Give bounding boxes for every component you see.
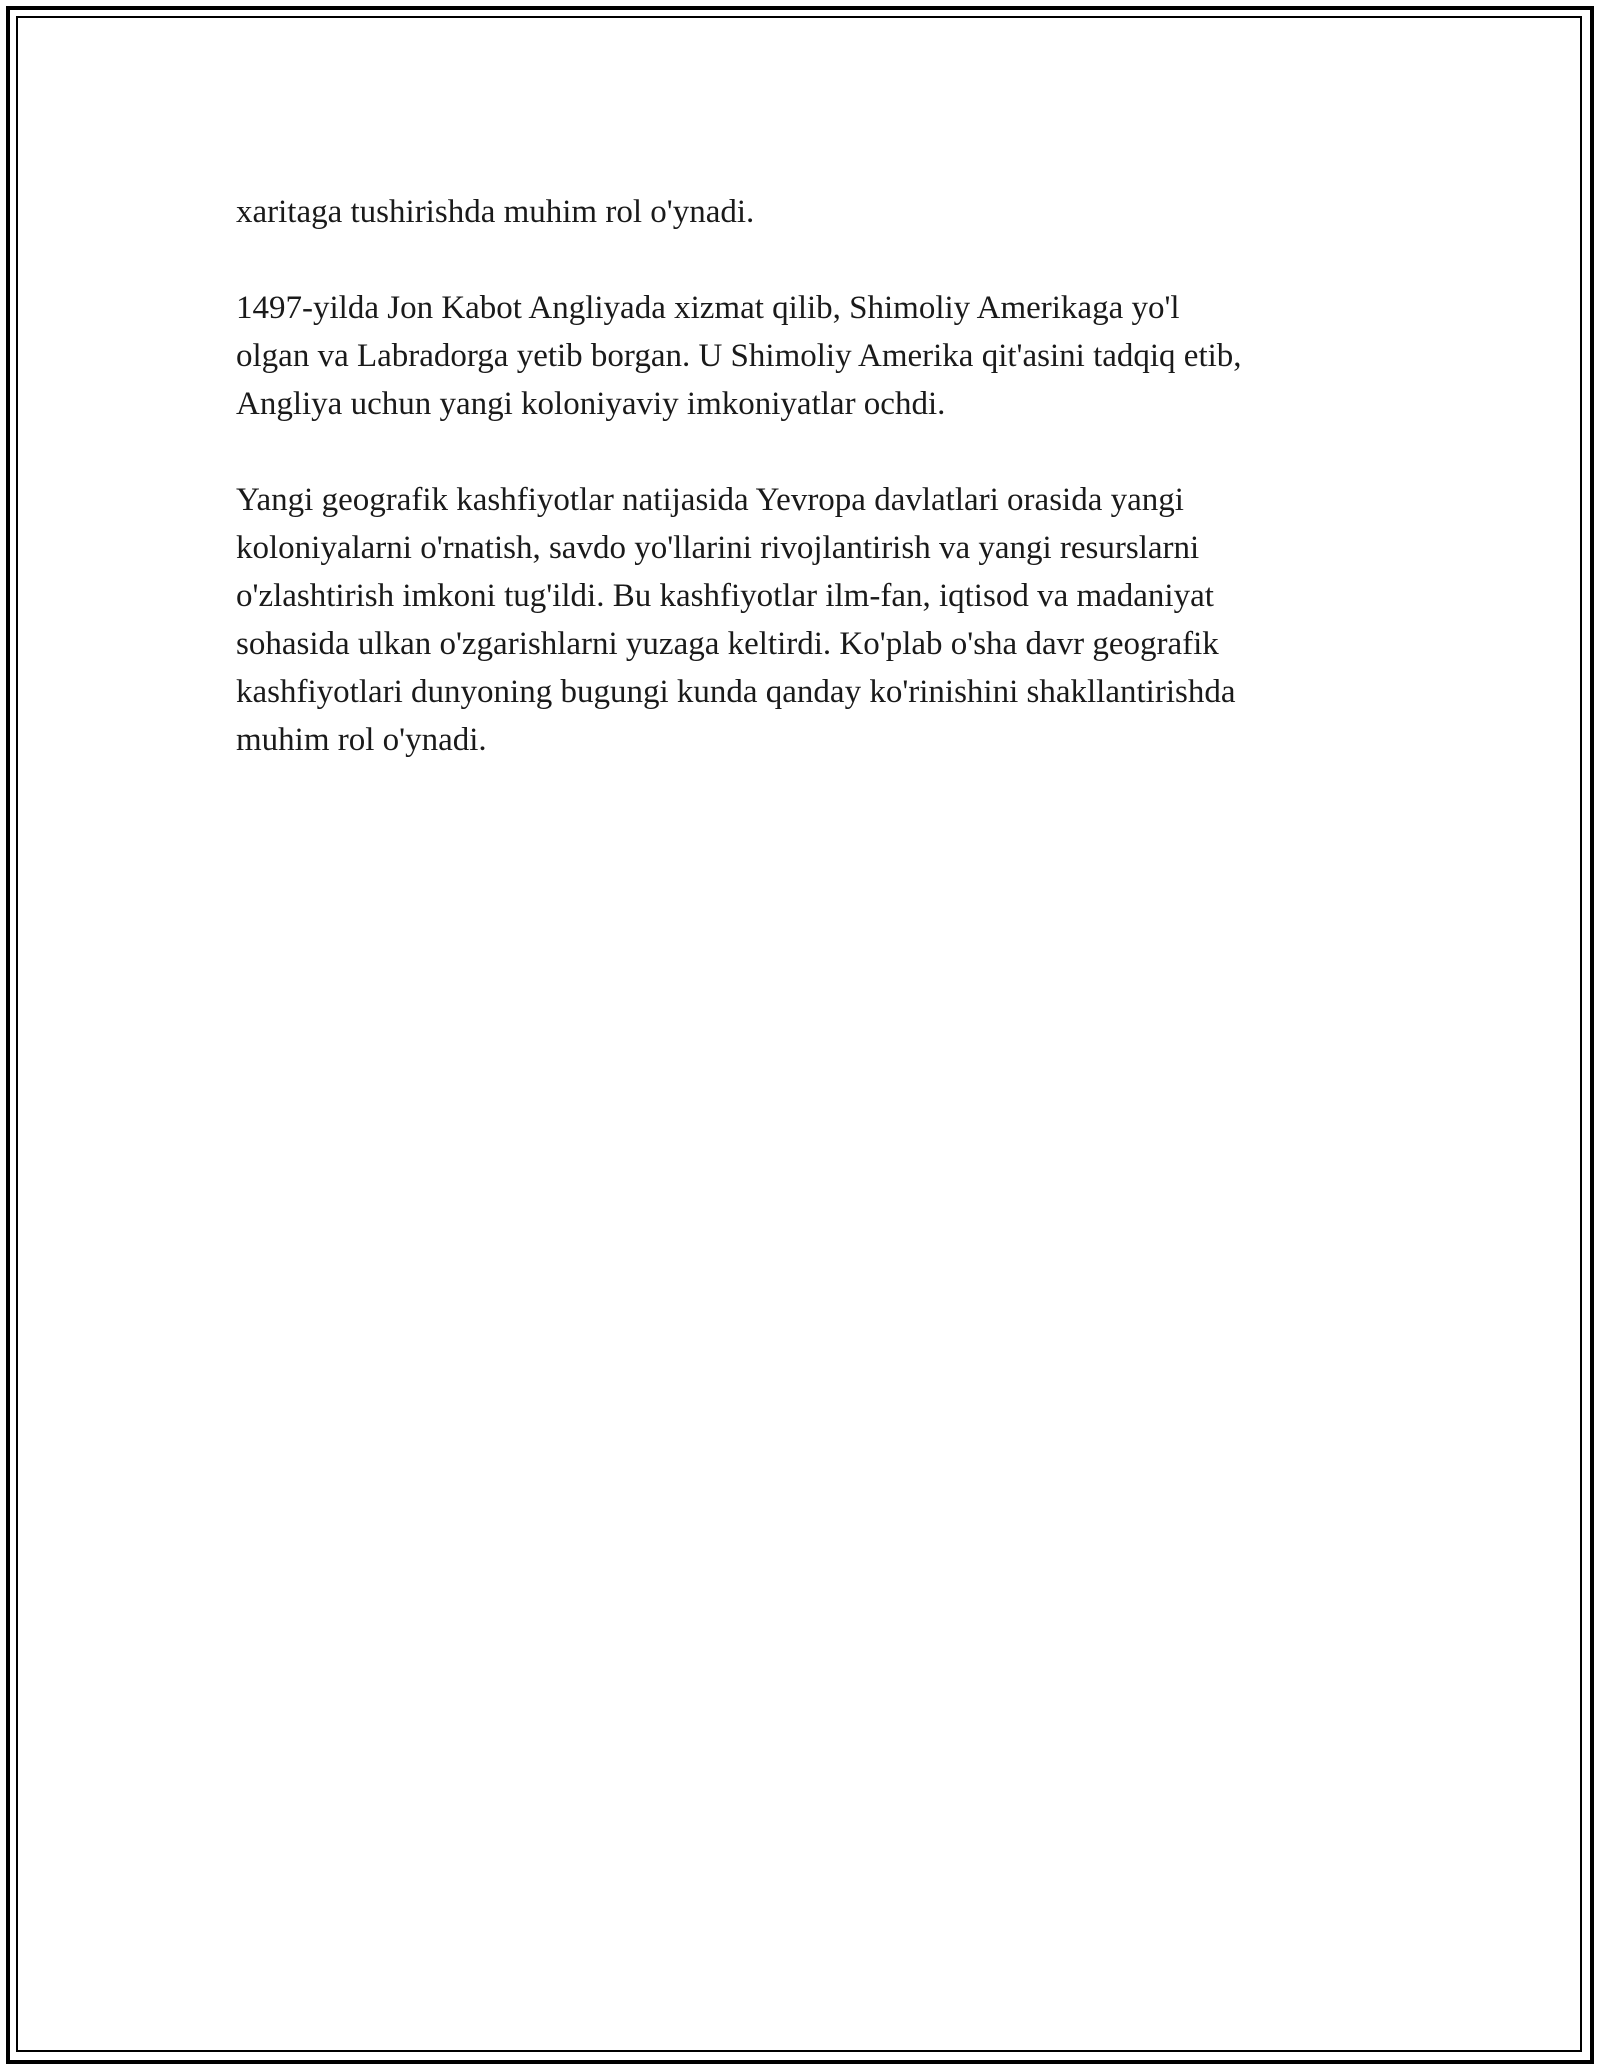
text-line: Angliya uchun yangi koloniyaviy imkoniyatlar ochdi. [236,386,946,422]
text-line: o'zlashtirish imkoni tug'ildi. Bu kashfiyotlar ilm-fan, iqtisod va madaniyat [236,578,1214,614]
document-body [236,188,1376,812]
text-line: koloniyalarni o'rnatish, savdo yo'llarini rivojlantirish va yangi resurslarni [236,530,1200,566]
text-line: muhim rol o'ynadi. [236,722,487,758]
text-line: Yangi geografik kashfiyotlar natijasida Yevropa davlatlari orasida yangi [236,482,1184,518]
text-line: sohasida ulkan o'zgarishlarni yuzaga keltirdi. Ko'plab o'sha davr geografik [236,626,1219,662]
paragraph-3 [236,476,1376,764]
text-line: 1497-yilda Jon Kabot Angliyada xizmat qilib, Shimoliy Amerikaga yo'l [236,290,1180,326]
text-line: kashfiyotlari dunyoning bugungi kunda qanday ko'rinishini shakllantirishda [236,674,1236,710]
text-line: xaritaga tushirishda muhim rol o'ynadi. [236,194,755,230]
text-line: olgan va Labradorga yetib borgan. U Shimoliy Amerika qit'asini tadqiq etib, [236,338,1242,374]
paragraph-1 [236,188,1376,236]
paragraph-2 [236,284,1376,428]
